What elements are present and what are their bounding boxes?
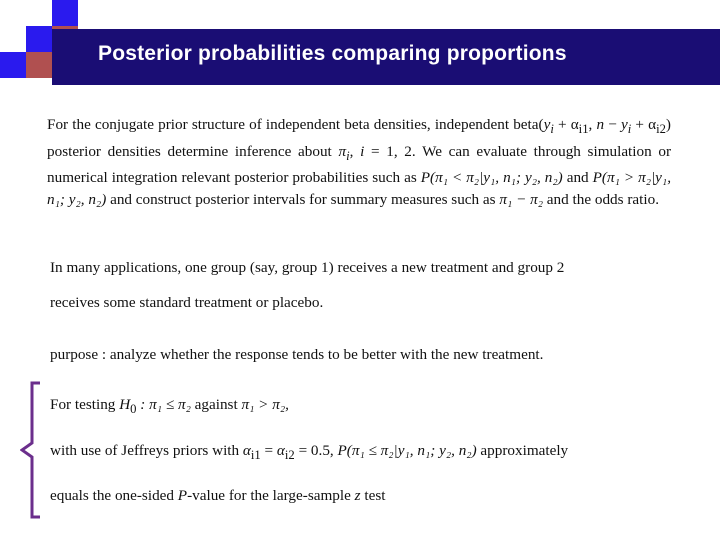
decor-square-blue-2 [26, 26, 52, 52]
math-sub: i1 [578, 122, 589, 137]
purpose-line [50, 346, 543, 364]
left-brace-bracket [20, 381, 42, 519]
math-expr: P(π₁ > π₂|y₁, n₁; y₂, n₂) [47, 169, 671, 208]
math-var: n [596, 116, 605, 133]
math-expr: π₁ − π₂ [499, 190, 543, 208]
math-sub: i2 [656, 122, 666, 137]
testing-line [50, 396, 289, 417]
text-run: For the conjugate prior structure of independent beta densities, independent beta( [47, 116, 544, 133]
math-sub: 0 [130, 402, 137, 417]
decor-square-blue-3 [0, 52, 26, 78]
text-run: -value for the large-sample [187, 487, 355, 504]
equals-line [50, 487, 385, 505]
text-run: For testing [50, 396, 120, 413]
math-var: y [543, 116, 551, 133]
math-expr: P(π₁ < π₂|y₁, n₁; y₂, n₂) [420, 169, 563, 187]
math-expr: π₁ > π₂, [241, 396, 289, 413]
math-expr: : π₁ ≤ π₂ [136, 396, 191, 413]
text-run: approximately [476, 442, 569, 459]
math-expr: P(π₁ ≤ π₂|y₁, n₁; y₂, n₂) [337, 442, 477, 459]
purpose-text: whether the response tends to be better with the new treatment. [156, 346, 544, 363]
text-run: = 0.5, [294, 442, 338, 459]
math-sub: i1 [250, 448, 261, 463]
text-run: and the odds ratio. [543, 190, 659, 208]
paragraph-conjugate-prior [47, 114, 671, 210]
text-run: + α [631, 116, 657, 133]
text-run: equals the one-sided [50, 487, 178, 504]
paragraph-applications-line-2: receives some standard treatment or placebo. [50, 294, 324, 311]
math-sub: i [627, 122, 632, 137]
math-var: y [620, 116, 628, 133]
text-run: test [360, 487, 386, 504]
math-sub: i2 [284, 448, 295, 463]
math-var: H [119, 396, 131, 413]
decor-square-blue-1 [52, 0, 78, 26]
text-run: + α [553, 116, 579, 133]
math-sub: i [550, 122, 554, 137]
decor-square-red-2 [26, 52, 52, 78]
slide-title: Posterior probabilities comparing proportions [98, 42, 567, 65]
math-sub: i [346, 148, 350, 163]
text-run: and [562, 169, 593, 187]
text-run: = 1, 2. We can evaluate through simulation or numerical integration relevant posterior probabilities such as [47, 142, 672, 187]
text-run: with use of Jeffreys priors with [50, 442, 243, 459]
paragraph-applications-line-1: In many applications, one group (say, group 1) receives a new treatment and group 2 [50, 259, 565, 276]
jeffreys-line [50, 442, 568, 463]
text-run: ) posterior densities determine inference about [47, 116, 671, 160]
math-var: z [354, 487, 361, 504]
math-var: i [360, 142, 365, 160]
text-run: and construct posterior intervals for summary measures such as [106, 190, 500, 208]
math-var: α [276, 442, 285, 459]
text-run: − [604, 116, 621, 133]
text-run: , [588, 116, 597, 133]
math-var: α [242, 442, 251, 459]
math-var: P [177, 487, 188, 504]
purpose-label: purpose : analyze [50, 346, 157, 363]
math-var: π [338, 142, 347, 160]
text-run: against [190, 396, 242, 413]
text-run: , [349, 142, 361, 160]
text-run: = [260, 442, 277, 459]
